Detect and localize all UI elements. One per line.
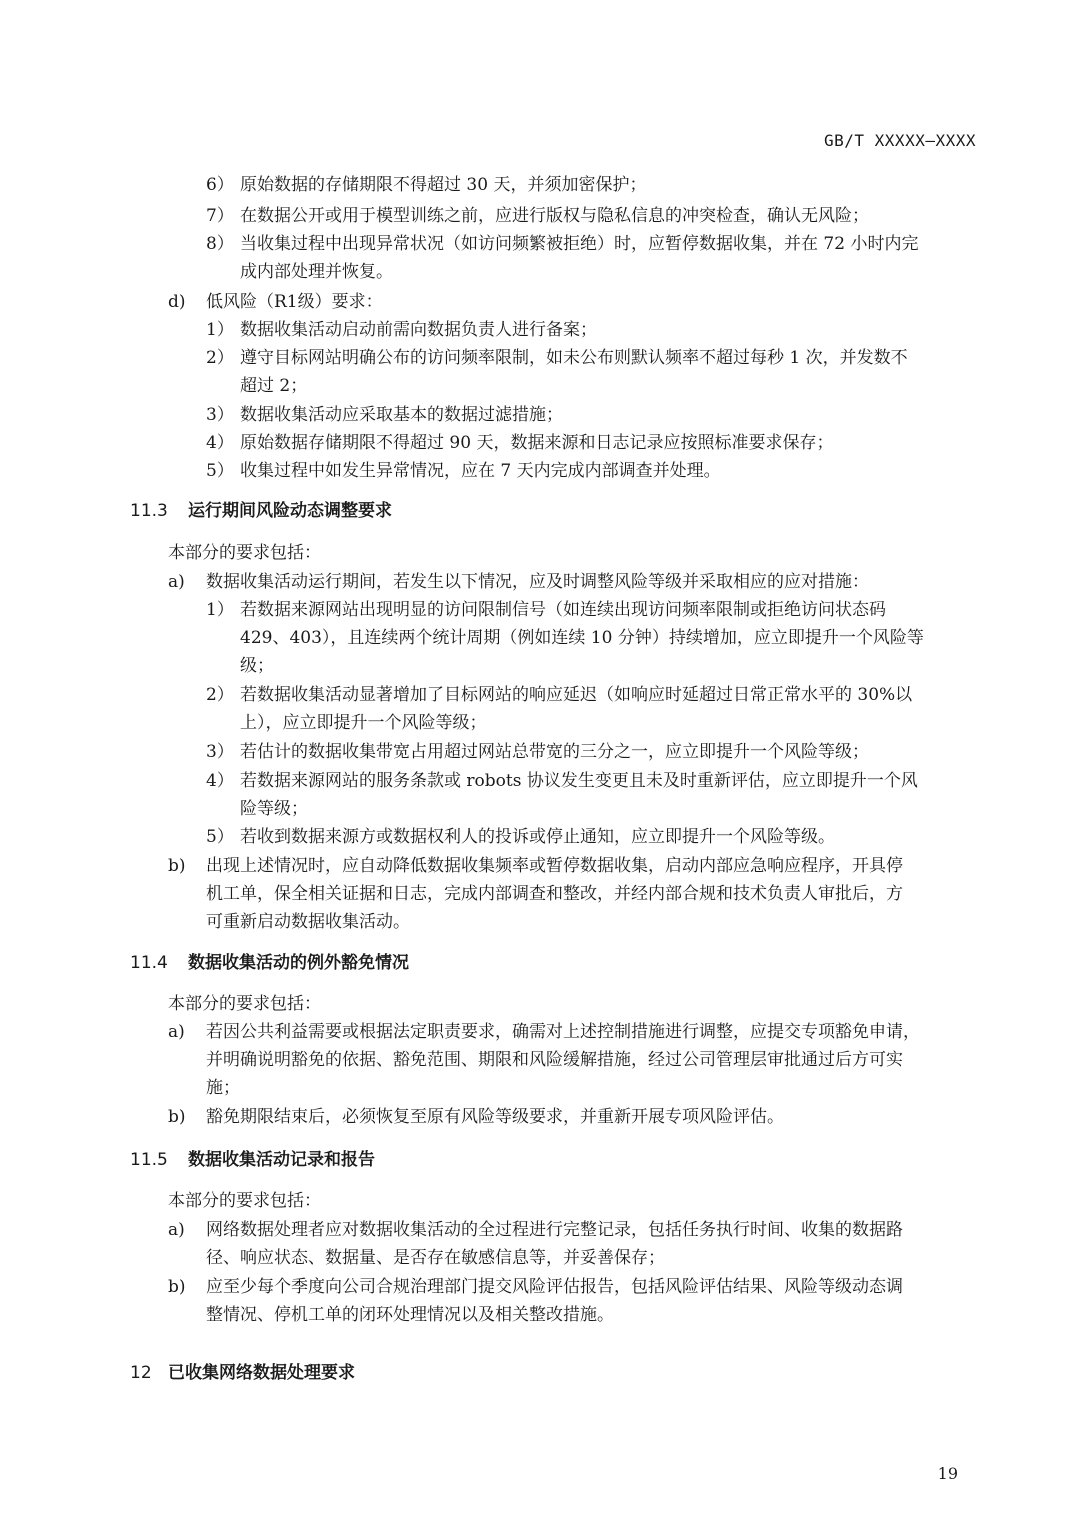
page-number: 19 bbox=[937, 1464, 958, 1483]
list-marker: 7） bbox=[206, 206, 234, 226]
list-marker: 8） bbox=[206, 234, 234, 254]
list-marker: d) bbox=[168, 292, 186, 312]
section-number: 11.4 bbox=[130, 953, 168, 973]
list-item-text: 数据收集活动启动前需向数据负责人进行备案； bbox=[240, 320, 597, 340]
section-number: 12 bbox=[130, 1363, 152, 1383]
list-marker: 1） bbox=[206, 600, 234, 620]
list-item-text: 收集过程中如发生异常情况，应在 7 天内完成内部调查并处理。 bbox=[240, 461, 721, 481]
list-marker: 3） bbox=[206, 405, 234, 425]
section-intro: 本部分的要求包括： bbox=[168, 543, 321, 563]
list-item-text: 数据收集活动运行期间，若发生以下情况，应及时调整风险等级并采取相应的应对措施： bbox=[206, 572, 869, 592]
list-marker: b) bbox=[168, 1107, 186, 1127]
list-marker: 5） bbox=[206, 827, 234, 847]
list-marker: 2） bbox=[206, 348, 234, 368]
list-item-text: 径、响应状态、数据量、是否存在敏感信息等，并妥善保存； bbox=[206, 1248, 665, 1268]
section-title: 已收集网络数据处理要求 bbox=[168, 1363, 355, 1383]
list-item-title: 低风险（R1级）要求： bbox=[206, 292, 383, 312]
section-intro: 本部分的要求包括： bbox=[168, 1191, 321, 1211]
list-item-text: 超过 2； bbox=[240, 376, 308, 396]
list-marker: b) bbox=[168, 856, 186, 876]
list-marker: 2） bbox=[206, 685, 234, 705]
list-marker: b) bbox=[168, 1277, 186, 1297]
list-item-text: 可重新启动数据收集活动。 bbox=[206, 912, 410, 932]
list-item-text: 出现上述情况时，应自动降低数据收集频率或暂停数据收集，启动内部应急响应程序，开具停 bbox=[206, 856, 903, 876]
list-marker: a) bbox=[168, 1022, 185, 1042]
section-title: 数据收集活动的例外豁免情况 bbox=[188, 953, 409, 973]
section-heading-11-3 bbox=[130, 498, 392, 524]
list-item-text: 级； bbox=[240, 656, 274, 676]
list-marker: 4） bbox=[206, 771, 234, 791]
list-marker: a) bbox=[168, 1220, 185, 1240]
list-item-text: 应至少每个季度向公司合规治理部门提交风险评估报告，包括风险评估结果、风险等级动态调 bbox=[206, 1277, 903, 1297]
list-item-text: 若数据来源网站的服务条款或 robots 协议发生变更且未及时重新评估，应立即提升一个风 bbox=[240, 771, 918, 791]
list-item-text: 原始数据的存储期限不得超过 30 天，并须加密保护； bbox=[240, 175, 647, 195]
list-item-text: 机工单，保全相关证据和日志，完成内部调查和整改，并经内部合规和技术负责人审批后，方 bbox=[206, 884, 903, 904]
list-item-text: 若估计的数据收集带宽占用超过网站总带宽的三分之一，应立即提升一个风险等级； bbox=[240, 742, 869, 762]
list-item-text: 原始数据存储期限不得超过 90 天，数据来源和日志记录应按照标准要求保存； bbox=[240, 433, 834, 453]
section-number: 11.3 bbox=[130, 501, 168, 521]
section-heading-11-5 bbox=[130, 1147, 375, 1173]
list-item-text: 施； bbox=[206, 1078, 240, 1098]
list-item-text: 豁免期限结束后，必须恢复至原有风险等级要求，并重新开展专项风险评估。 bbox=[206, 1107, 784, 1127]
section-intro: 本部分的要求包括： bbox=[168, 994, 321, 1014]
list-item-text: 数据收集活动应采取基本的数据过滤措施； bbox=[240, 405, 563, 425]
list-item-text: 当收集过程中出现异常状况（如访问频繁被拒绝）时，应暂停数据收集，并在 72 小时内完 bbox=[240, 234, 919, 254]
list-item-text: 成内部处理并恢复。 bbox=[240, 262, 393, 282]
section-title: 数据收集活动记录和报告 bbox=[188, 1150, 375, 1170]
list-marker: 1） bbox=[206, 320, 234, 340]
list-item-text: 险等级； bbox=[240, 799, 308, 819]
list-item-text: 上），应立即提升一个风险等级； bbox=[240, 713, 487, 733]
section-title: 运行期间风险动态调整要求 bbox=[188, 501, 392, 521]
section-number: 11.5 bbox=[130, 1150, 168, 1170]
list-marker: 5） bbox=[206, 461, 234, 481]
list-item-text: 若收到数据来源方或数据权利人的投诉或停止通知，应立即提升一个风险等级。 bbox=[240, 827, 835, 847]
list-marker: 3） bbox=[206, 742, 234, 762]
list-item-text: 网络数据处理者应对数据收集活动的全过程进行完整记录，包括任务执行时间、收集的数据路 bbox=[206, 1220, 903, 1240]
list-marker: 6） bbox=[206, 175, 234, 195]
list-marker: a) bbox=[168, 572, 185, 592]
list-marker: 4） bbox=[206, 433, 234, 453]
list-item-text: 若因公共利益需要或根据法定职责要求，确需对上述控制措施进行调整，应提交专项豁免申请， bbox=[206, 1022, 920, 1042]
list-item-text: 在数据公开或用于模型训练之前，应进行版权与隐私信息的冲突检查，确认无风险； bbox=[240, 206, 869, 226]
list-item-text: 若数据来源网站出现明显的访问限制信号（如连续出现访问频率限制或拒绝访问状态码 bbox=[240, 600, 886, 620]
list-item-text: 429、403），且连续两个统计周期（例如连续 10 分钟）持续增加，应立即提升一个风险等 bbox=[240, 628, 924, 648]
list-item-text: 整情况、停机工单的闭环处理情况以及相关整改措施。 bbox=[206, 1305, 614, 1325]
document-code: GB/T XXXXX—XXXX bbox=[824, 131, 976, 150]
list-item-text: 并明确说明豁免的依据、豁免范围、期限和风险缓解措施，经过公司管理层审批通过后方可实 bbox=[206, 1050, 903, 1070]
section-heading-11-4 bbox=[130, 950, 409, 976]
list-item-text: 遵守目标网站明确公布的访问频率限制，如未公布则默认频率不超过每秒 1 次，并发数不 bbox=[240, 348, 908, 368]
section-heading-12 bbox=[130, 1360, 355, 1386]
list-item-text: 若数据收集活动显著增加了目标网站的响应延迟（如响应时延超过日常正常水平的 30%以 bbox=[240, 685, 913, 705]
